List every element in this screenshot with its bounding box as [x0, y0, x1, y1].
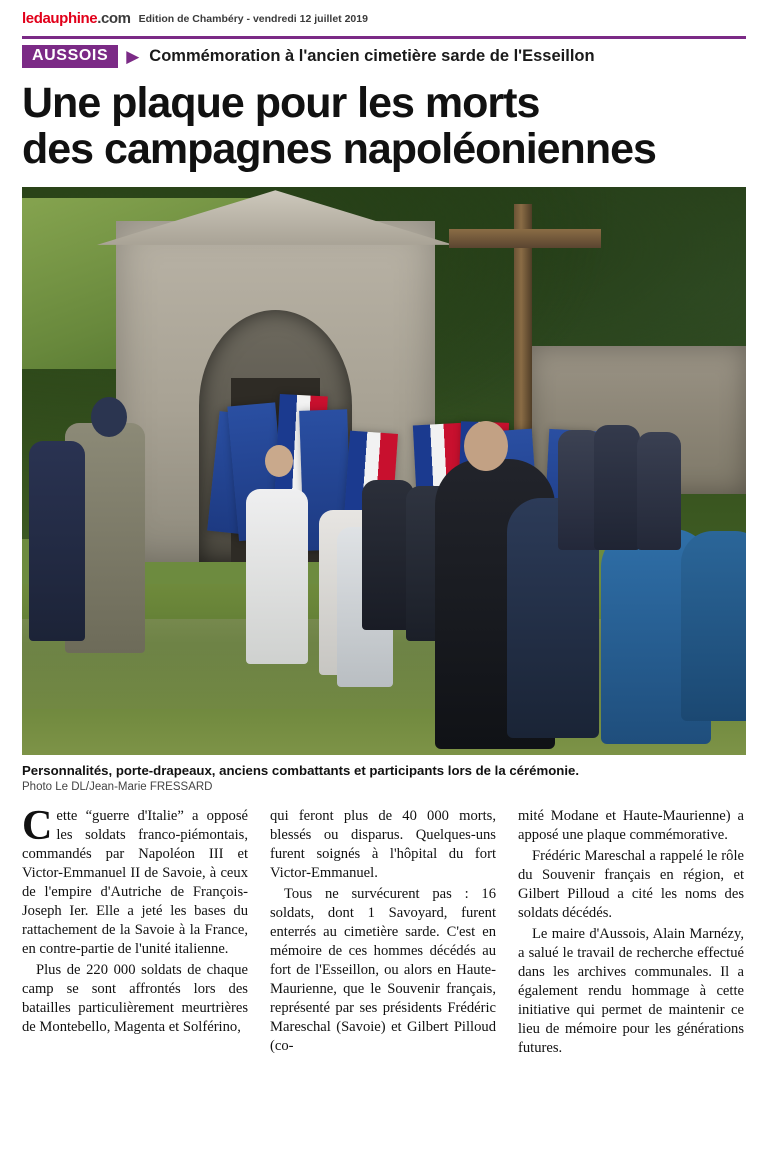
locality-badge[interactable]: AUSSOIS — [22, 45, 118, 68]
article-body — [22, 802, 746, 1058]
paragraph: Frédéric Mareschal a rappelé le rôle du Souvenir français en région, et Gilbert Pilloud a cité les noms des soldats décédés. — [518, 847, 744, 921]
logo-domain-text: .com — [97, 10, 131, 27]
photo-person-head — [265, 445, 293, 477]
photo-cross-bar — [449, 229, 601, 247]
ledauphine-logo[interactable] — [22, 10, 131, 27]
article-column-2 — [270, 807, 496, 1058]
paragraph: mité Modane et Haute-Maurienne) a apposé une plaque commémorative. — [518, 807, 744, 843]
kicker-text: Commémoration à l'ancien cimetière sarde de l'Esseillon — [149, 47, 595, 65]
photo-person — [594, 425, 640, 550]
logo-red-text: ledauphine — [22, 10, 98, 27]
photo-person — [637, 432, 681, 550]
page-title — [22, 80, 746, 173]
photo-person — [29, 441, 85, 641]
photo-person — [246, 489, 308, 664]
edition-date: Edition de Chambéry - vendredi 12 juillet 2019 — [138, 13, 368, 25]
photo-caption: Personnalités, porte-drapeaux, anciens combattants et participants lors de la cérémonie. — [22, 762, 579, 778]
paragraph: Tous ne survécurent pas : 16 soldats, dont 1 Savoyard, furent enterrés au cimetière sarde. C'est en mémoire de ces hommes décédés au fort de l'Esseillon, ou alors en Haute-Maurienne, que le Souvenir français, représenté par ses présidents Frédéric Mareschal (Savoie) et Gilbert Pilloud (co- — [270, 885, 496, 1054]
photo-scene — [22, 187, 746, 755]
photo-person-gendarme — [681, 531, 746, 721]
article-photo — [22, 187, 746, 755]
top-divider — [22, 36, 746, 39]
paragraph: qui feront plus de 40 000 morts, blessés ou disparus. Quelques-uns furent soignés à l'hôpital du fort Victor-Emmanuel. — [270, 807, 496, 881]
photo-person-head — [91, 397, 127, 437]
article-column-3 — [518, 807, 744, 1058]
photo-credit: Photo Le DL/Jean-Marie FRESSARD — [22, 780, 213, 793]
paragraph: Cette “guerre d'Italie” a opposé les soldats franco-piémontais, commandés par Napoléon III et Victor-Emmanuel II de Savoie, à ceux de l'empire d'Autriche de François-Joseph Ier. Elle a jeté les bases du rattachement de la Savoie à la France, en contre-partie de l'unité italienne. — [22, 802, 248, 957]
paragraph: Le maire d'Aussois, Alain Marnézy, a salué le travail de recherche effectué dans les archives communales. Il a également rendu hommage à cette initiative qui permet de maintenir ce lieu de mémoire pour les générations futures. — [518, 925, 744, 1056]
kicker-row — [22, 45, 746, 68]
masthead — [22, 0, 746, 32]
headline-line-2: des campagnes napoléoniennes — [22, 125, 656, 174]
article-column-1 — [22, 802, 248, 1058]
triangle-right-icon: ▶ — [126, 47, 140, 66]
headline-line-1: Une plaque pour les morts — [22, 79, 540, 127]
photo-person-head — [464, 421, 508, 471]
paragraph: Plus de 220 000 soldats de chaque camp se sont affrontés lors des batailles particulièrement meurtrières de Montebello, Magenta et Solférino, — [22, 961, 248, 1035]
